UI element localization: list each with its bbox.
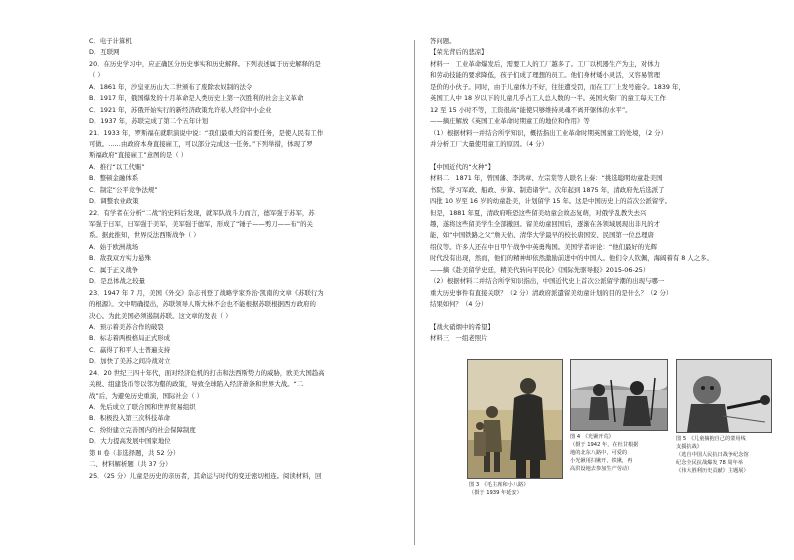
text-line: 【中国近代的“火种”】 (430, 162, 495, 171)
left-column (89, 36, 401, 482)
text-line: 书院，学习军政、船政、步算、制造诸学”。次年起到 1875 年，清政府先后选派了 (430, 185, 665, 194)
text-line: 和劳动技能的要求降低，孩子们成了理想的员工。他们身材矮小灵活，又容易管理 (430, 71, 661, 80)
caption-line: 《伟大胜利历史贡献》主题展） (676, 468, 749, 474)
text-line: C．1921 年，苏俄开始实行的新经济政策允许私人经营中小企业 (89, 105, 272, 114)
text-line: ——摘庄解放《英国工业革命时期童工的地位和作用》等 (430, 117, 590, 126)
text-line: 绍仪等。许多人还在中日甲午战争中英勇殉国。美国学者评论：“他们最好的光辉 (430, 242, 657, 251)
text-line: 22．有学者在分析“二战”的史料后发现，就军队战斗力而言，德军强于苏军，苏 (89, 208, 315, 217)
right-column (430, 36, 770, 345)
text-line (430, 150, 770, 161)
photo-caption-3 (469, 481, 528, 497)
text-line: 是价的小伙子。同时，由于儿童体力不好，往往遭受罚，而在工厂上发号施令。1839 年， (430, 82, 685, 91)
text-line: 关税、组建货币等以邻为壑的政策，导致全球陷入经济萧条和世界大战。“二 (89, 380, 304, 389)
text-line: 的根源》。文中明确提出，苏联领导人斯大林不会也不能根据苏联根据西方政府的 (89, 300, 316, 309)
text-line: 21．1933 年，罗斯福在就职演说中说：“我们最重大的首要任务，是使人民有工作 (89, 128, 324, 137)
photo-caption-5 (676, 435, 749, 475)
text-line: B．标志着两极格局正式形成 (89, 334, 171, 343)
photo-little-soldiers-farming (570, 359, 668, 431)
caption-line: （选自中国人民抗日战争纪念馆 (676, 452, 749, 458)
text-line: D．是总体战之较量 (89, 277, 146, 286)
text-line: 可做。……由政府本身直接雇工，可以部分完成这一任务。”下列举措，体现了罗 (89, 139, 313, 148)
text-line: 第 II 卷（非选择题，共 52 分） (89, 448, 180, 457)
text-line: 时代没有出现，然而，他们的精神却依然激励前进中的中国人。他们令人钦佩，海阔着有 8 人之多。 (430, 254, 713, 263)
column-divider (414, 40, 415, 545)
text-line: 英国工人中 18 岁以下的儿童几乎占工人总人数的一半。英国火柴厂的童工每天工作 (430, 94, 666, 103)
text-line: 结果如何？（4 分） (430, 300, 488, 309)
caption-line: 小光锹用扫锹开，铁锹，再 (570, 458, 633, 464)
text-line: 20．在历史学习中，应正确区分历史事实和历史解释。下列表述属于历史解释的是 (89, 59, 321, 68)
text-line: C．赢得了和平人士普遍支持 (89, 345, 171, 354)
text-line: 决心。为此美国必须遏制苏联。这文章的发表（ ） (89, 311, 232, 320)
text-line: 战”后，为避免历史重演，国际社会（ ） (89, 391, 203, 400)
text-line: A．始于欧洲战场 (89, 242, 139, 251)
text-line: A．1861 年，沙皇亚历山大二世颁布了废除农奴制的法令 (89, 82, 253, 91)
text-line: D．大力提高发展中国家地位 (89, 437, 171, 446)
text-line: A．预示着美苏合作的破裂 (89, 322, 164, 331)
caption-line: 地的北东八路中，可爱的 (570, 450, 628, 456)
caption-line: （摄于 1939 年延安） (469, 490, 522, 496)
text-line: 重大历史事件有直接关联？（2 分）清政府派遣留美幼童计划的目的是什么？（2 分） (430, 288, 673, 297)
text-line: A．先后成立了联合国和世界贸易组织 (89, 403, 196, 411)
text-line: 25．（25 分）儿童是历史的亲历者，其命运与时代的变迁密切相连。阅读材料，回 (89, 471, 322, 480)
text-line: B．积极投入第三次科技革命 (89, 414, 171, 423)
text-line: （2）根据材料二并结合所学知识指出，中国近代史上首次公派留学潮的出现与哪一 (430, 277, 665, 286)
photo-group (466, 359, 776, 519)
text-line: 材料三 一组老照片 (430, 334, 488, 343)
text-line: D．加快了美苏之间冷战对立 (89, 357, 171, 366)
photo-mao-and-little-soldier (467, 359, 563, 479)
text-line: 12 至 15 小时不等，工资很高“能使只够维持灵魂不离开躯体的水平”。 (430, 105, 632, 114)
text-line: B．敌我双方实力悬殊 (89, 254, 151, 263)
text-line: D．调整农业政策 (89, 197, 139, 206)
text-line: 斯福政府“直接雇工”意图的是（ ） (89, 151, 188, 160)
text-line: 【战火硝烟中的希望】 (430, 322, 494, 331)
text-line: 并分析工厂大量使用童工的原因。（4 分） (430, 139, 548, 148)
caption-line: 图 3 《毛主席和小八路》 (469, 482, 529, 488)
caption-line: 图 4 《光锹开荒》 (570, 434, 614, 440)
text-line: 材料二 1871 年，曾国藩、李鸿章、左宗棠等人联名上奏：“挑选聪明幼童赴美国 (430, 174, 663, 183)
caption-line: （摄于 1942 年，在杜甘根据 (570, 442, 639, 448)
text-line: B．整顿金融体系 (89, 174, 139, 183)
text-line: ——摘《赴美留学史廷，精美代转向平民化》《国际先驱导报》2015-06-25） (430, 265, 650, 274)
text-line: 能，如“中国铁路之父”詹天佑、清华大学最早的校长唐国安、民国第一位总理唐 (430, 231, 654, 240)
text-line: 【荣光背后的悲凉】 (430, 48, 488, 57)
text-line: （1）根据材料一并结合所学知识，概括指出工业革命时期英国童工的处境，（2 分） (430, 128, 668, 137)
text-line: D．互联网 (89, 48, 120, 57)
caption-line: 纪念全民抗战爆发 78 周年举 (676, 460, 743, 466)
text-line: 趣，遂将这些留美学生全部撤回。留美幼童回国后，逐渐在各领域展现出非凡的才 (430, 220, 661, 228)
text-line: B．1917 年，俄国爆发的十月革命是人类历史上第一次胜利的社会主义革命 (89, 94, 304, 103)
photo-caption-4 (570, 433, 638, 473)
text-line: 答问题。 (430, 37, 456, 45)
text-line: C．制定“公平竞争法规” (89, 185, 158, 194)
caption-line: 图 5 《儿童摘抱自己的蒙用线 (676, 436, 746, 442)
text-line: A．推行“以工代赈” (89, 162, 145, 171)
text-line: 23．1947 年 7 月，美国《外交》杂志刊登了战略学家乔治·凯南的文章《苏联行为 (89, 288, 324, 297)
text-line: 24．20 世纪三四十年代，面对经济危机的打击和法西斯势力的威胁，欧美大国趋高 (89, 368, 325, 377)
text-line: 但是，1881 年夏，清政府唯恐这些留美幼童会故态复萌，对俄学乱教失去兴 (430, 208, 647, 217)
text-line: 材料一 工业革命爆发后，需要工人的工厂越多了。工厂以机器生产为主，对体力 (430, 59, 661, 68)
text-line: C．电子计算机 (89, 37, 132, 45)
text-line: 军强于日军，日军强于美军，美军强于德军，形成了“锤子——剪刀——布”的关 (89, 220, 313, 228)
text-line: C．纷纷建立完善国内的社会保障制度 (89, 425, 196, 434)
text-line: 系。据此推知，世界反法西斯战争（ ） (89, 231, 200, 240)
text-line: 二、材料解析题（共 37 分） (89, 460, 172, 469)
text-line: D．1937 年，苏联完成了第二个五年计划 (89, 117, 209, 126)
photo-child-spinning-yarn (676, 359, 772, 433)
text-line: C．属于正义战争 (89, 265, 139, 274)
caption-line: 支援抗战》 (676, 444, 702, 450)
text-line: （ ） (89, 71, 104, 80)
text-line (430, 311, 770, 322)
caption-line: 高洪设地去参加生产劳动） (570, 466, 633, 472)
text-line: 四批 10 岁至 16 岁的幼童赴美，计划留学 15 年。这是中国历史上的首次公派留学。 (430, 197, 672, 206)
